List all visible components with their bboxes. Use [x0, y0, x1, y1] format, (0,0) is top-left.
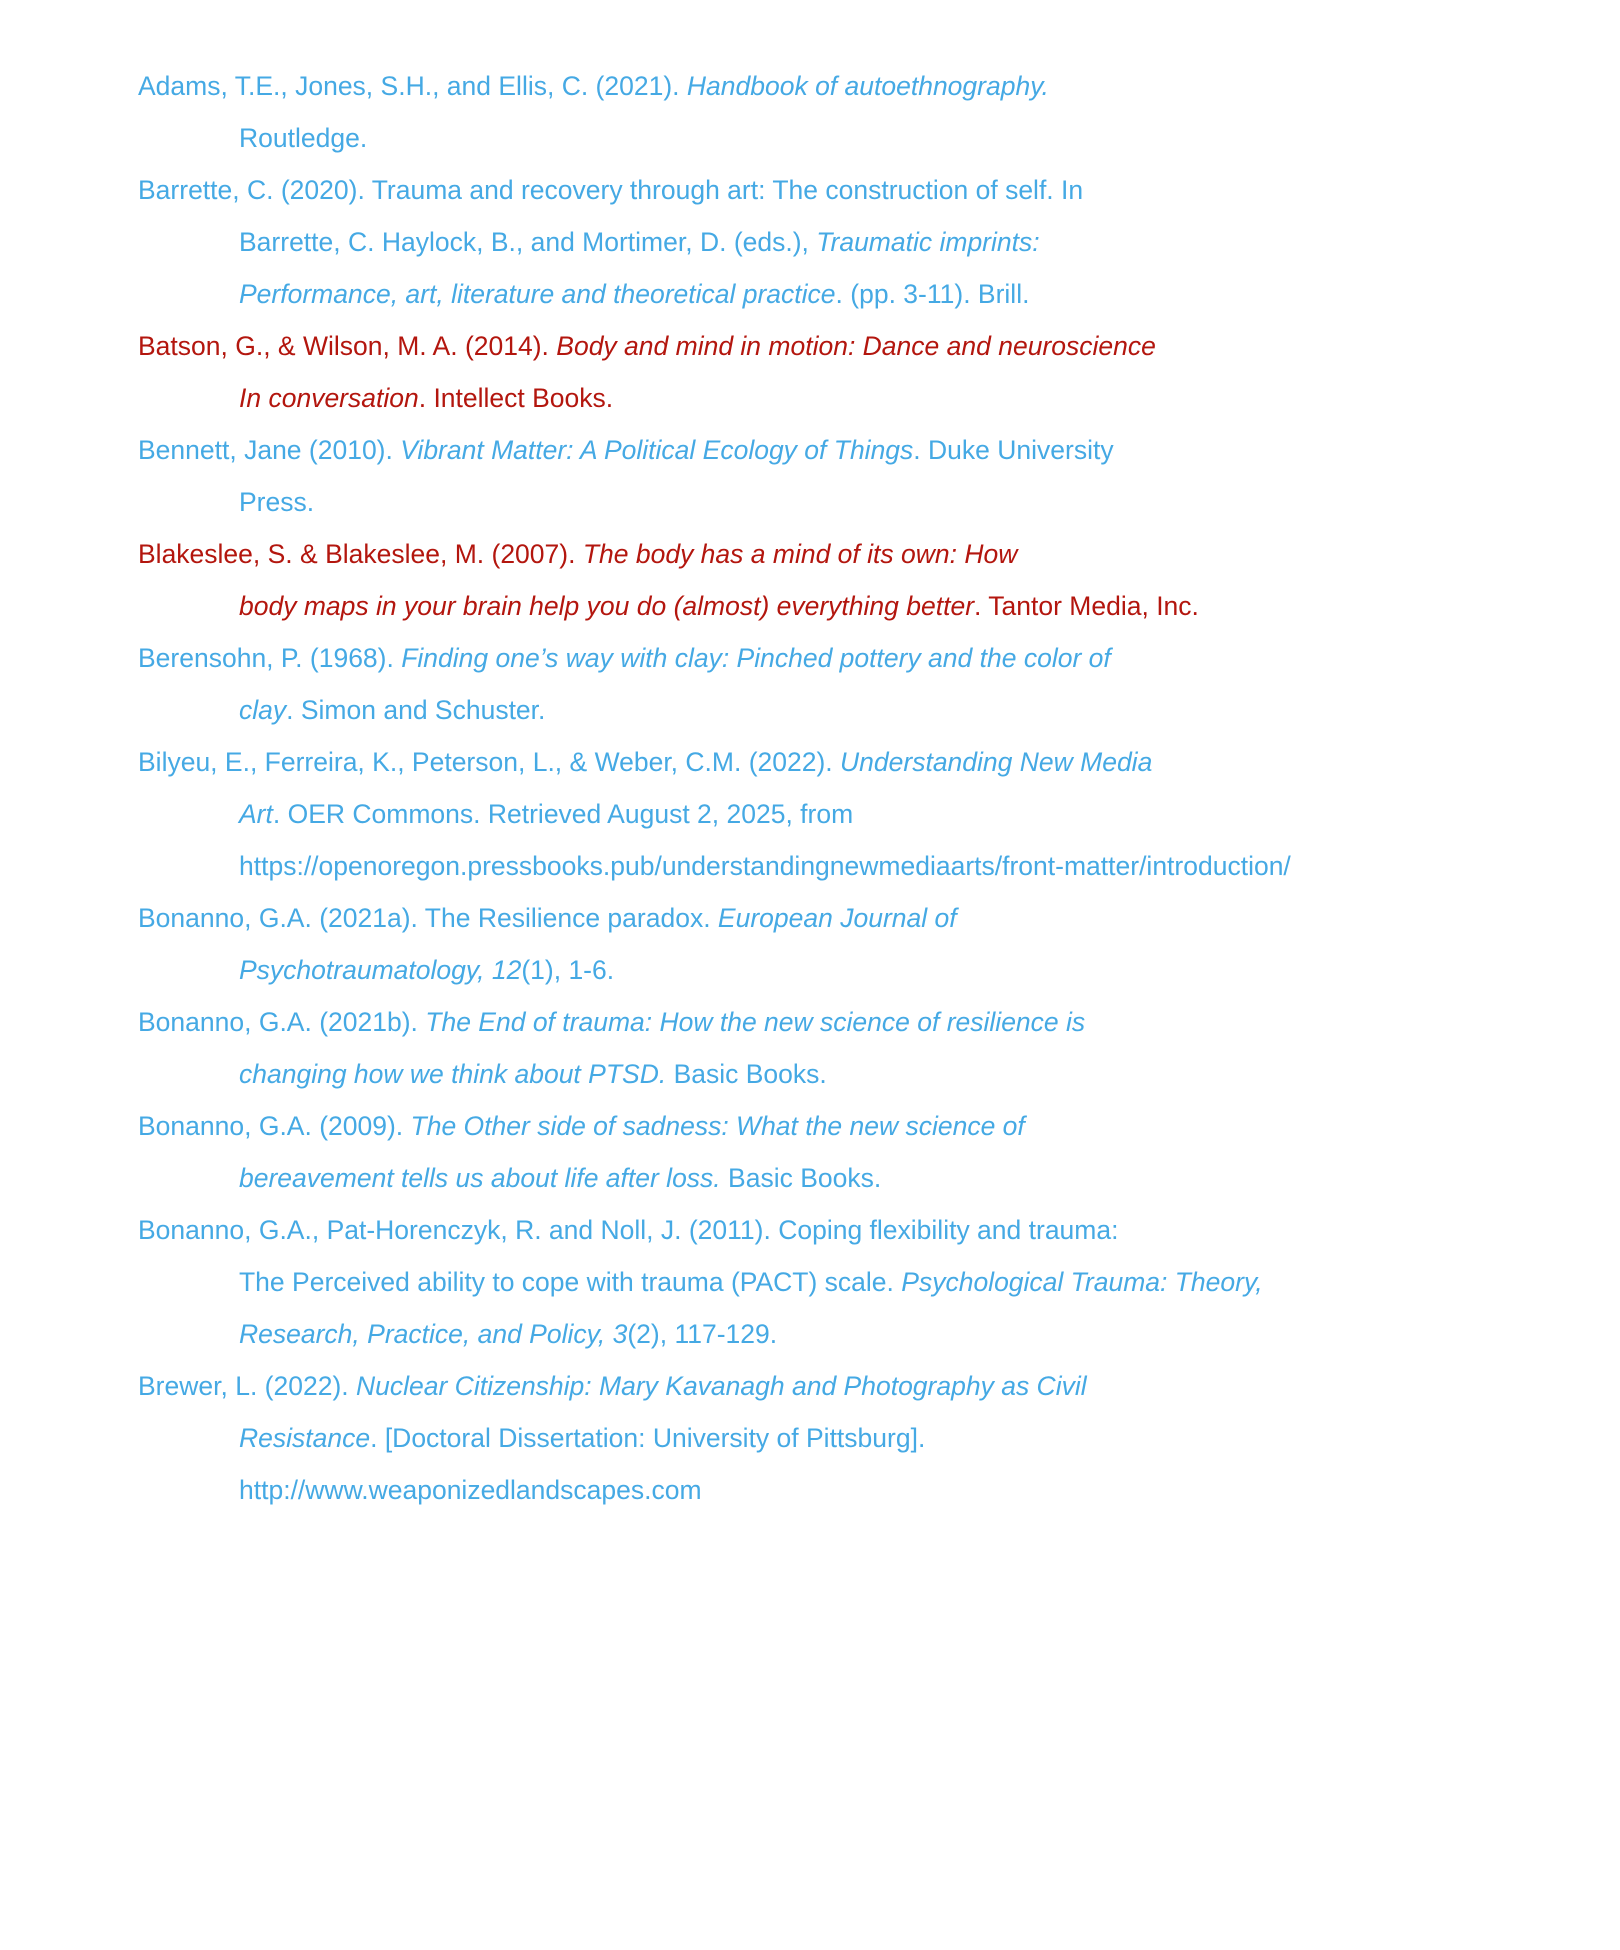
italic-title-text: The body has a mind of its own: How: [582, 539, 1018, 569]
italic-title-text: Art: [239, 799, 273, 829]
reference-text: Bonanno, G.A. (2009).: [138, 1111, 411, 1141]
reference-entry-line: [138, 1369, 1087, 1403]
italic-title-text: The Other side of sadness: What the new science of: [410, 1111, 1025, 1141]
reference-text: Adams, T.E., Jones, S.H., and Ellis, C. (2021).: [138, 71, 687, 101]
reference-entry-line: [138, 641, 1111, 675]
reference-entry-continuation: [239, 589, 1199, 623]
reference-entry-continuation: [239, 1265, 1263, 1299]
reference-text: Barrette, C. (2020). Trauma and recovery through art: The construction of self. In: [138, 175, 1084, 205]
reference-text: Bonanno, G.A. (2021a). The Resilience paradox.: [138, 903, 718, 933]
reference-text: Berensohn, P. (1968).: [138, 643, 402, 673]
reference-text: Routledge.: [239, 123, 368, 153]
italic-title-text: Resistance: [239, 1423, 371, 1453]
italic-title-text: changing how we think about PTSD.: [239, 1059, 667, 1089]
reference-text: . Intellect Books.: [418, 383, 614, 413]
italic-title-text: Vibrant Matter: A Political Ecology of Things: [400, 435, 914, 465]
reference-entry-continuation: [239, 797, 853, 831]
italic-title-text: In conversation: [239, 383, 419, 413]
reference-text: . Duke University: [913, 435, 1114, 465]
reference-entry-line: [138, 69, 1049, 103]
reference-entry-continuation: [239, 381, 613, 415]
italic-title-text: Performance, art, literature and theoretical practice: [239, 279, 836, 309]
reference-entry-continuation: [239, 953, 614, 987]
reference-text: Bonanno, G.A., Pat-Horenczyk, R. and Noll, J. (2011). Coping flexibility and trauma:: [138, 1215, 1119, 1245]
reference-entry-line: [138, 433, 1114, 467]
reference-entry-continuation: [239, 1421, 925, 1455]
reference-entry-continuation: [239, 849, 1291, 883]
reference-text: Barrette, C. Haylock, B., and Mortimer, D. (eds.),: [239, 227, 817, 257]
italic-title-text: Body and mind in motion: Dance and neuroscience: [556, 331, 1156, 361]
reference-text: The Perceived ability to cope with trauma (PACT) scale.: [239, 1267, 902, 1297]
reference-text: . OER Commons. Retrieved August 2, 2025, from: [272, 799, 854, 829]
reference-text: (2), 117-129.: [627, 1319, 778, 1349]
italic-title-text: European Journal of: [717, 903, 957, 933]
reference-text: . (pp. 3-11). Brill.: [835, 279, 1030, 309]
italic-title-text: bereavement tells us about life after loss.: [239, 1163, 721, 1193]
reference-entry-continuation: [239, 693, 545, 727]
italic-title-text: Handbook of autoethnography.: [686, 71, 1049, 101]
italic-title-text: Psychological Trauma: Theory,: [901, 1267, 1263, 1297]
reference-text: . Simon and Schuster.: [286, 695, 546, 725]
reference-entry-continuation: [239, 1473, 702, 1507]
italic-title-text: Psychotraumatology, 12: [239, 955, 522, 985]
reference-text: http://www.weaponizedlandscapes.com: [239, 1475, 702, 1505]
reference-text: Batson, G., & Wilson, M. A. (2014).: [138, 331, 557, 361]
reference-text: Press.: [239, 487, 315, 517]
reference-entry-line: [138, 1109, 1025, 1143]
reference-entry-continuation: [239, 1057, 827, 1091]
italic-title-text: Nuclear Citizenship: Mary Kavanagh and Photography as Civil: [356, 1371, 1087, 1401]
reference-entry-continuation: [239, 225, 1040, 259]
reference-entry-line: [138, 1213, 1118, 1247]
reference-entry-line: [138, 329, 1156, 363]
italic-title-text: The End of trauma: How the new science of resilience is: [425, 1007, 1086, 1037]
reference-text: Bennett, Jane (2010).: [138, 435, 401, 465]
reference-text: (1), 1-6.: [521, 955, 615, 985]
reference-entry-line: [138, 745, 1152, 779]
reference-text: Bonanno, G.A. (2021b).: [138, 1007, 426, 1037]
reference-text: . [Doctoral Dissertation: University of Pittsburg].: [370, 1423, 926, 1453]
reference-entry-line: [138, 901, 957, 935]
reference-entry-continuation: [239, 1317, 777, 1351]
reference-text: Bilyeu, E., Ferreira, K., Peterson, L., & Weber, C.M. (2022).: [138, 747, 841, 777]
reference-entry-line: [138, 1005, 1085, 1039]
italic-title-text: Understanding New Media: [840, 747, 1153, 777]
italic-title-text: body maps in your brain help you do (almost) everything better: [239, 591, 975, 621]
reference-text: https://openoregon.pressbooks.pub/understandingnewmediaarts/front-matter/introduction/: [239, 851, 1291, 881]
italic-title-text: Traumatic imprints:: [816, 227, 1040, 257]
reference-entry-continuation: [239, 1161, 881, 1195]
reference-entry-continuation: [239, 485, 314, 519]
italic-title-text: Finding one’s way with clay: Pinched pottery and the color of: [401, 643, 1111, 673]
italic-title-text: Research, Practice, and Policy, 3: [239, 1319, 628, 1349]
reference-entry-line: [138, 537, 1017, 571]
italic-title-text: clay: [239, 695, 287, 725]
reference-entry-continuation: [239, 121, 367, 155]
reference-text: . Tantor Media, Inc.: [974, 591, 1199, 621]
reference-entry-continuation: [239, 277, 1029, 311]
reference-text: Basic Books.: [666, 1059, 827, 1089]
reference-text: Brewer, L. (2022).: [138, 1371, 356, 1401]
reference-text: Blakeslee, S. & Blakeslee, M. (2007).: [138, 539, 583, 569]
reference-entry-line: [138, 173, 1083, 207]
reference-text: Basic Books.: [720, 1163, 882, 1193]
